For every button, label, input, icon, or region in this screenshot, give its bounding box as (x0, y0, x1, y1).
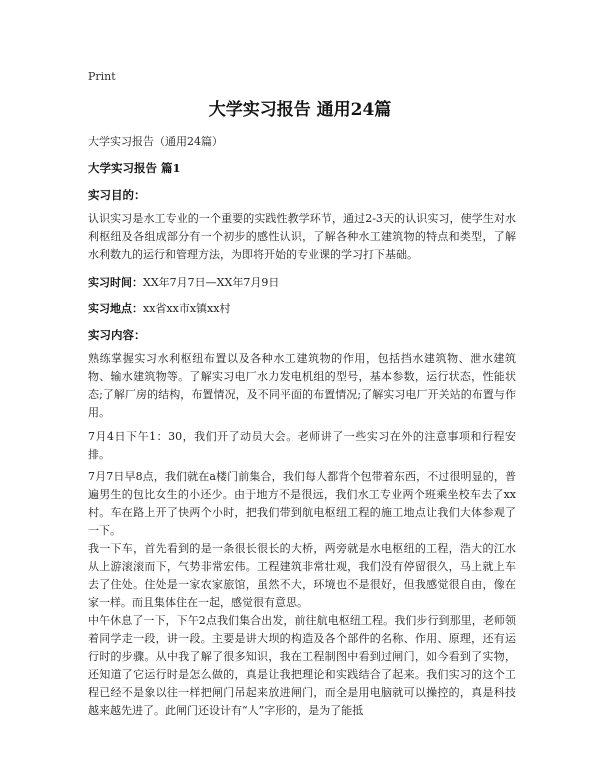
internship-time (88, 274, 279, 290)
document-subtitle: 大学实习报告（通用24篇） (88, 135, 223, 148)
print-link[interactable]: Print (88, 70, 116, 83)
content-paragraph-5: 中午休息了一下，下午2点我们集合出发，前往航电枢纽工程。我们步行到那里，老师领着同学走一段，讲一段。主要是讲大坝的构造及各个部件的名称、作用、原理，还有运行时的步骤。从中我了解了很多知识，我在工程制图中看到过闸门，如今看到了实物，还知道了它运行时是怎么做的，真是让我把理论和实践结合了起来。我们实习的这个工程已经不是象以往一样把闸门吊起来放进闸门，而全是用电脑就可以操控的，真是科技越来越先进了。此闸门还设计有“人”字形的，是为了能抵 (88, 614, 516, 717)
purpose-heading: 实习目的： (88, 188, 146, 202)
time-label: 实习时间： (88, 276, 143, 289)
time-value: XX年7月7日—XX年7月9日 (143, 276, 280, 289)
content-paragraph-3: 7月7日早8点，我们就在a楼门前集合，我们每人都背个包带着东西，不过很明显的，普遍男生的包比女生的小还少。由于地方不是很远，我们水工专业两个班乘坐校车去了xx村。车在路上开了快两个小时，把我们带到航电枢纽工程的施工地点让我们大体参观了一下。 (88, 470, 516, 537)
content-paragraph-4: 我一下车，首先看到的是一条很长很长的大桥，两旁就是水电枢纽的工程，浩大的江水从上游滚滚而下，气势非常宏伟。工程建筑非常壮观，我们没有停留很久，马上就上车去了住处。住处是一家农家旅馆，虽然不大，环境也不是很好，但我感觉很自由，像在家一样。而且集体住在一起，感觉很有意思。 (88, 542, 516, 609)
content-heading: 实习内容： (88, 328, 146, 342)
document-title: 大学实习报告 通用24篇 (208, 100, 392, 120)
internship-place (88, 300, 230, 316)
purpose-paragraph: 认识实习是水工专业的一个重要的实践性教学环节，通过2-3天的认识实习，使学生对水利枢纽及各组成部分有一个初步的感性认识，了解各种水工建筑物的特点和类型，了解水利数九的运行和管理方法，为即将开始的专业课的学习打下基础。 (88, 212, 516, 261)
place-value: xx省xx市x镇xx村 (143, 302, 231, 315)
content-paragraph-2: 7月4日下午1：30，我们开了动员大会。老师讲了一些实习在外的注意事项和行程安排。 (88, 430, 516, 461)
place-label: 实习地点： (88, 302, 143, 315)
content-paragraph-1: 熟练掌握实习水利枢纽布置以及各种水工建筑物的作用，包括挡水建筑物、泄水建筑物、输水建筑物等。了解实习电厂水力发电机组的型号，基本参数，运行状态，性能状态;了解厂房的结构，布置情况，及不同平面的布置情况;了解实习电厂开关站的布置与作用。 (88, 352, 516, 419)
section-heading: 大学实习报告 篇1 (88, 161, 181, 175)
